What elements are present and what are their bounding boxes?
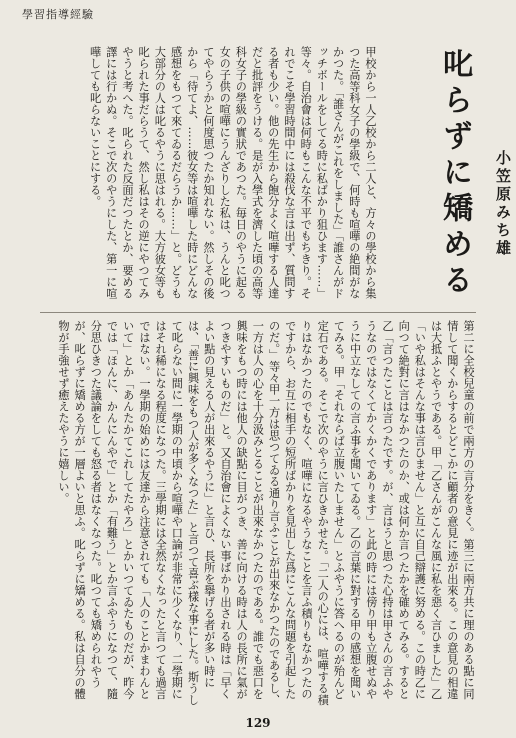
- article-author: 小笠原みち雄: [494, 150, 512, 258]
- running-header: 學習指導經驗: [22, 8, 94, 21]
- article-body-upper: [48, 46, 378, 306]
- page-number: 129: [245, 716, 271, 730]
- article-body-lower: [48, 320, 476, 710]
- body-paragraph-lower: 第二に全校兒童の前で兩方の言分をきく。第三に兩方共に理のある點に同情して聞くからするとどこかに顧者の意見に迹が出來る。この意見の相違は大抵ふとやうである。甲「乙さんがこんな風に私を惡く言ひました」乙「いや私はそんな事は言ひません」と互に自己辯護に努める。この時乙に向つて絶對に言はなかつたのか、或は何か言つたかを確めてみる。すると乙「言つたことは言つたです。が、言はうと思つた心持は甲さんの言ふやうなのではなくてかくかくであります」と此の時には傍り甲も立腹せぬやうに中立なしての言ふ事を聞いてゐる。乙の言葉に對する甲の感想を聞いてみる。甲「それならば立腹いたしません」とふやうに答へるのが殆んど定石である。そこで次のやうに言ひきかせた。「二人の心には、喧嘩する積りはなかつたのでもなく、喧嘩になるやうなことを言ふ積りもなかつたのですから、お互に相手の短所ばかりを見出した爲にこんな問題を引起したのだ。」等々甲一方は思つてゐる通り言ふことが出來なかつたのであるし、一方は人の心を十分汲みとることが出來なかつたのである。誰でも惡口を興味をもつ時には他人の缺點に目がつき、善に向ける時は人の長所に氣がつきやすいものだ」と。又自治會によくない事ばかり出される時は「早くよい點の見える人が出來るやうに」と言ひ、長所を擧げる者が多い時には、「善に興味をもつ人が多くなつた」と言つて喜ぶ樣な事にした。斯うして叱らない間に一學期の中頃から喧嘩や口論が非常に少くなり、二學期にはそれ稀になる程度になつた。三學期には全然なくなったと言つても過言ではない。一學期の始めには友達から注意されても「人のことかまわんといて」とか「あんたかてこれしてたやろ」とかいつてゐたものだが、昨今では「ほんに、かんにんやで」とか「有難う」とか言ふやうになつて、隨分思ひきつた議論をしても怒る者はなくなつた。叱つても矯められやうが、叱らずに矯める方が一層よいと思ふ。叱らずに矯める。私は自分の體物が手強せず癒えたやうに嬉しい。: [56, 320, 475, 706]
- body-paragraph-upper: 甲校から一人乙校から二人と、方々の學校から集つた高等科女子の學級で、何時も喧嘩の絶間がなかつた。「誰さんがこれをしました」「誰さんがドッチボールをしてる時に私ばかり狙ひます……」等々。自治會は何時もこんな不平でもちきり。それでこそ學習時間中には殺伐な言は出ず、質問する者も少い。他の先生から飽分よく喧嘩する人達だと批評をうける。是が入學式を濟した頃の高等科女子の學級の實狀であつた。毎日のやうに起る女の子供の喧嘩にうんざりした私は、うんと叱つてやらうかと何度思つたか知れない。然しその後から「待てよ、……彼女等は喧嘩した時にどんな感想をもつて來てゐるだらうか……」と。どうも大部分の人は叱るやうに思はれる。大方彼女等も叱られた事だらうて、然し私はその逆にやつてみやうと考へた。叱られた反面だつたとか、要める譯には行かぬ。そこで次のやうにした、第一に喧嘩しても叱らないことにする。: [88, 46, 377, 300]
- column-divider: [40, 312, 476, 313]
- article-title: 叱らずに矯める: [437, 48, 472, 300]
